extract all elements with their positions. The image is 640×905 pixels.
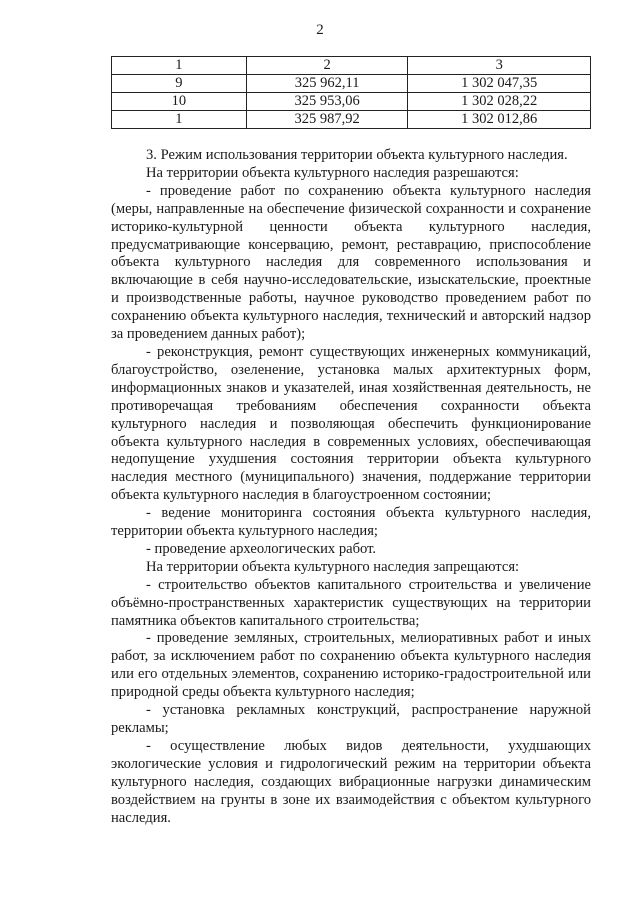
- prohibited-item: - проведение земляных, строительных, мелиоративных работ и иных работ, за исключением работ по сохранению объекта культурного наследия или его отдельных элементов, сохранению историко-градостроительной или природной среды объекта культурного наследия;: [111, 630, 591, 701]
- prohibited-item: - осуществление любых видов деятельности, ухудшающих экологические условия и гидрологический режим на территории объекта культурного наследия, создающих вибрационные нагрузки динамическим воздействием на грунты в зоне их взаимодействия с объектом культурного наследия.: [111, 737, 591, 826]
- table-cell-y: 1 302 047,35: [408, 75, 591, 93]
- table-cell-x: 325 962,11: [246, 75, 408, 93]
- prohibited-item: - установка рекламных конструкций, распространение наружной рекламы;: [111, 702, 591, 736]
- table-cell-point: 9: [112, 75, 247, 93]
- allowed-item: - проведение археологических работ.: [146, 540, 377, 557]
- table-row: [112, 75, 591, 93]
- table-header-row: [112, 57, 591, 75]
- allowed-item: - проведение работ по сохранению объекта культурного наследия (меры, направленные на обеспечение физической сохранности и сохранение историко-культурной ценности объекта культурного наследия, предусматривающие консервацию, ремонт, реставрацию, приспособление объекта культурного наследия для современного использования и включающие в себя научно-исследовательские, изыскательские, проектные и производственные работы, научное руководство проведением работ по сохранению объекта культурного наследия, технический и авторский надзор за проведением данных работ);: [111, 182, 591, 343]
- page-number: 2: [316, 22, 324, 38]
- table-row: [112, 93, 591, 111]
- table-cell-y: 1 302 012,86: [408, 111, 591, 129]
- allowed-item: - ведение мониторинга состояния объекта культурного наследия, территории объекта культурного наследия;: [111, 505, 591, 540]
- table-header-cell: 1: [112, 57, 247, 75]
- section-heading: 3. Режим использования территории объекта культурного наследия.: [146, 147, 568, 163]
- table-header-cell: 2: [246, 57, 408, 75]
- prohibited-intro: На территории объекта культурного наследия запрещаются:: [146, 558, 520, 575]
- coordinates-table: [111, 56, 591, 129]
- allowed-intro: На территории объекта культурного наследия разрешаются:: [146, 164, 519, 181]
- table-cell-point: 10: [112, 93, 247, 111]
- table-row: [112, 111, 591, 129]
- table-cell-y: 1 302 028,22: [408, 93, 591, 111]
- prohibited-item: - строительство объектов капитального строительства и увеличение объёмно-пространственных характеристик существующих на территории памятника объектов капитального строительства;: [111, 576, 591, 629]
- table-cell-x: 325 953,06: [246, 93, 408, 111]
- table-header-cell: 3: [408, 57, 591, 75]
- table-cell-point: 1: [112, 111, 247, 129]
- document-body: [111, 147, 591, 827]
- table-cell-x: 325 987,92: [246, 111, 408, 129]
- allowed-item: - реконструкция, ремонт существующих инженерных коммуникаций, благоустройство, озеленение, установка малых архитектурных форм, информационных знаков и указателей, иная хозяйственная деятельность, не противоречащая требованиям обеспечения сохранности объекта культурного наследия и позволяющая обеспечить функционирование объекта культурного наследия в современных условиях, обеспечивающая недопущение ухудшения состояния территории объекта культурного наследия местного (муниципального) значения, поддержание территории объекта культурного наследия в благоустроенном состоянии;: [111, 343, 591, 504]
